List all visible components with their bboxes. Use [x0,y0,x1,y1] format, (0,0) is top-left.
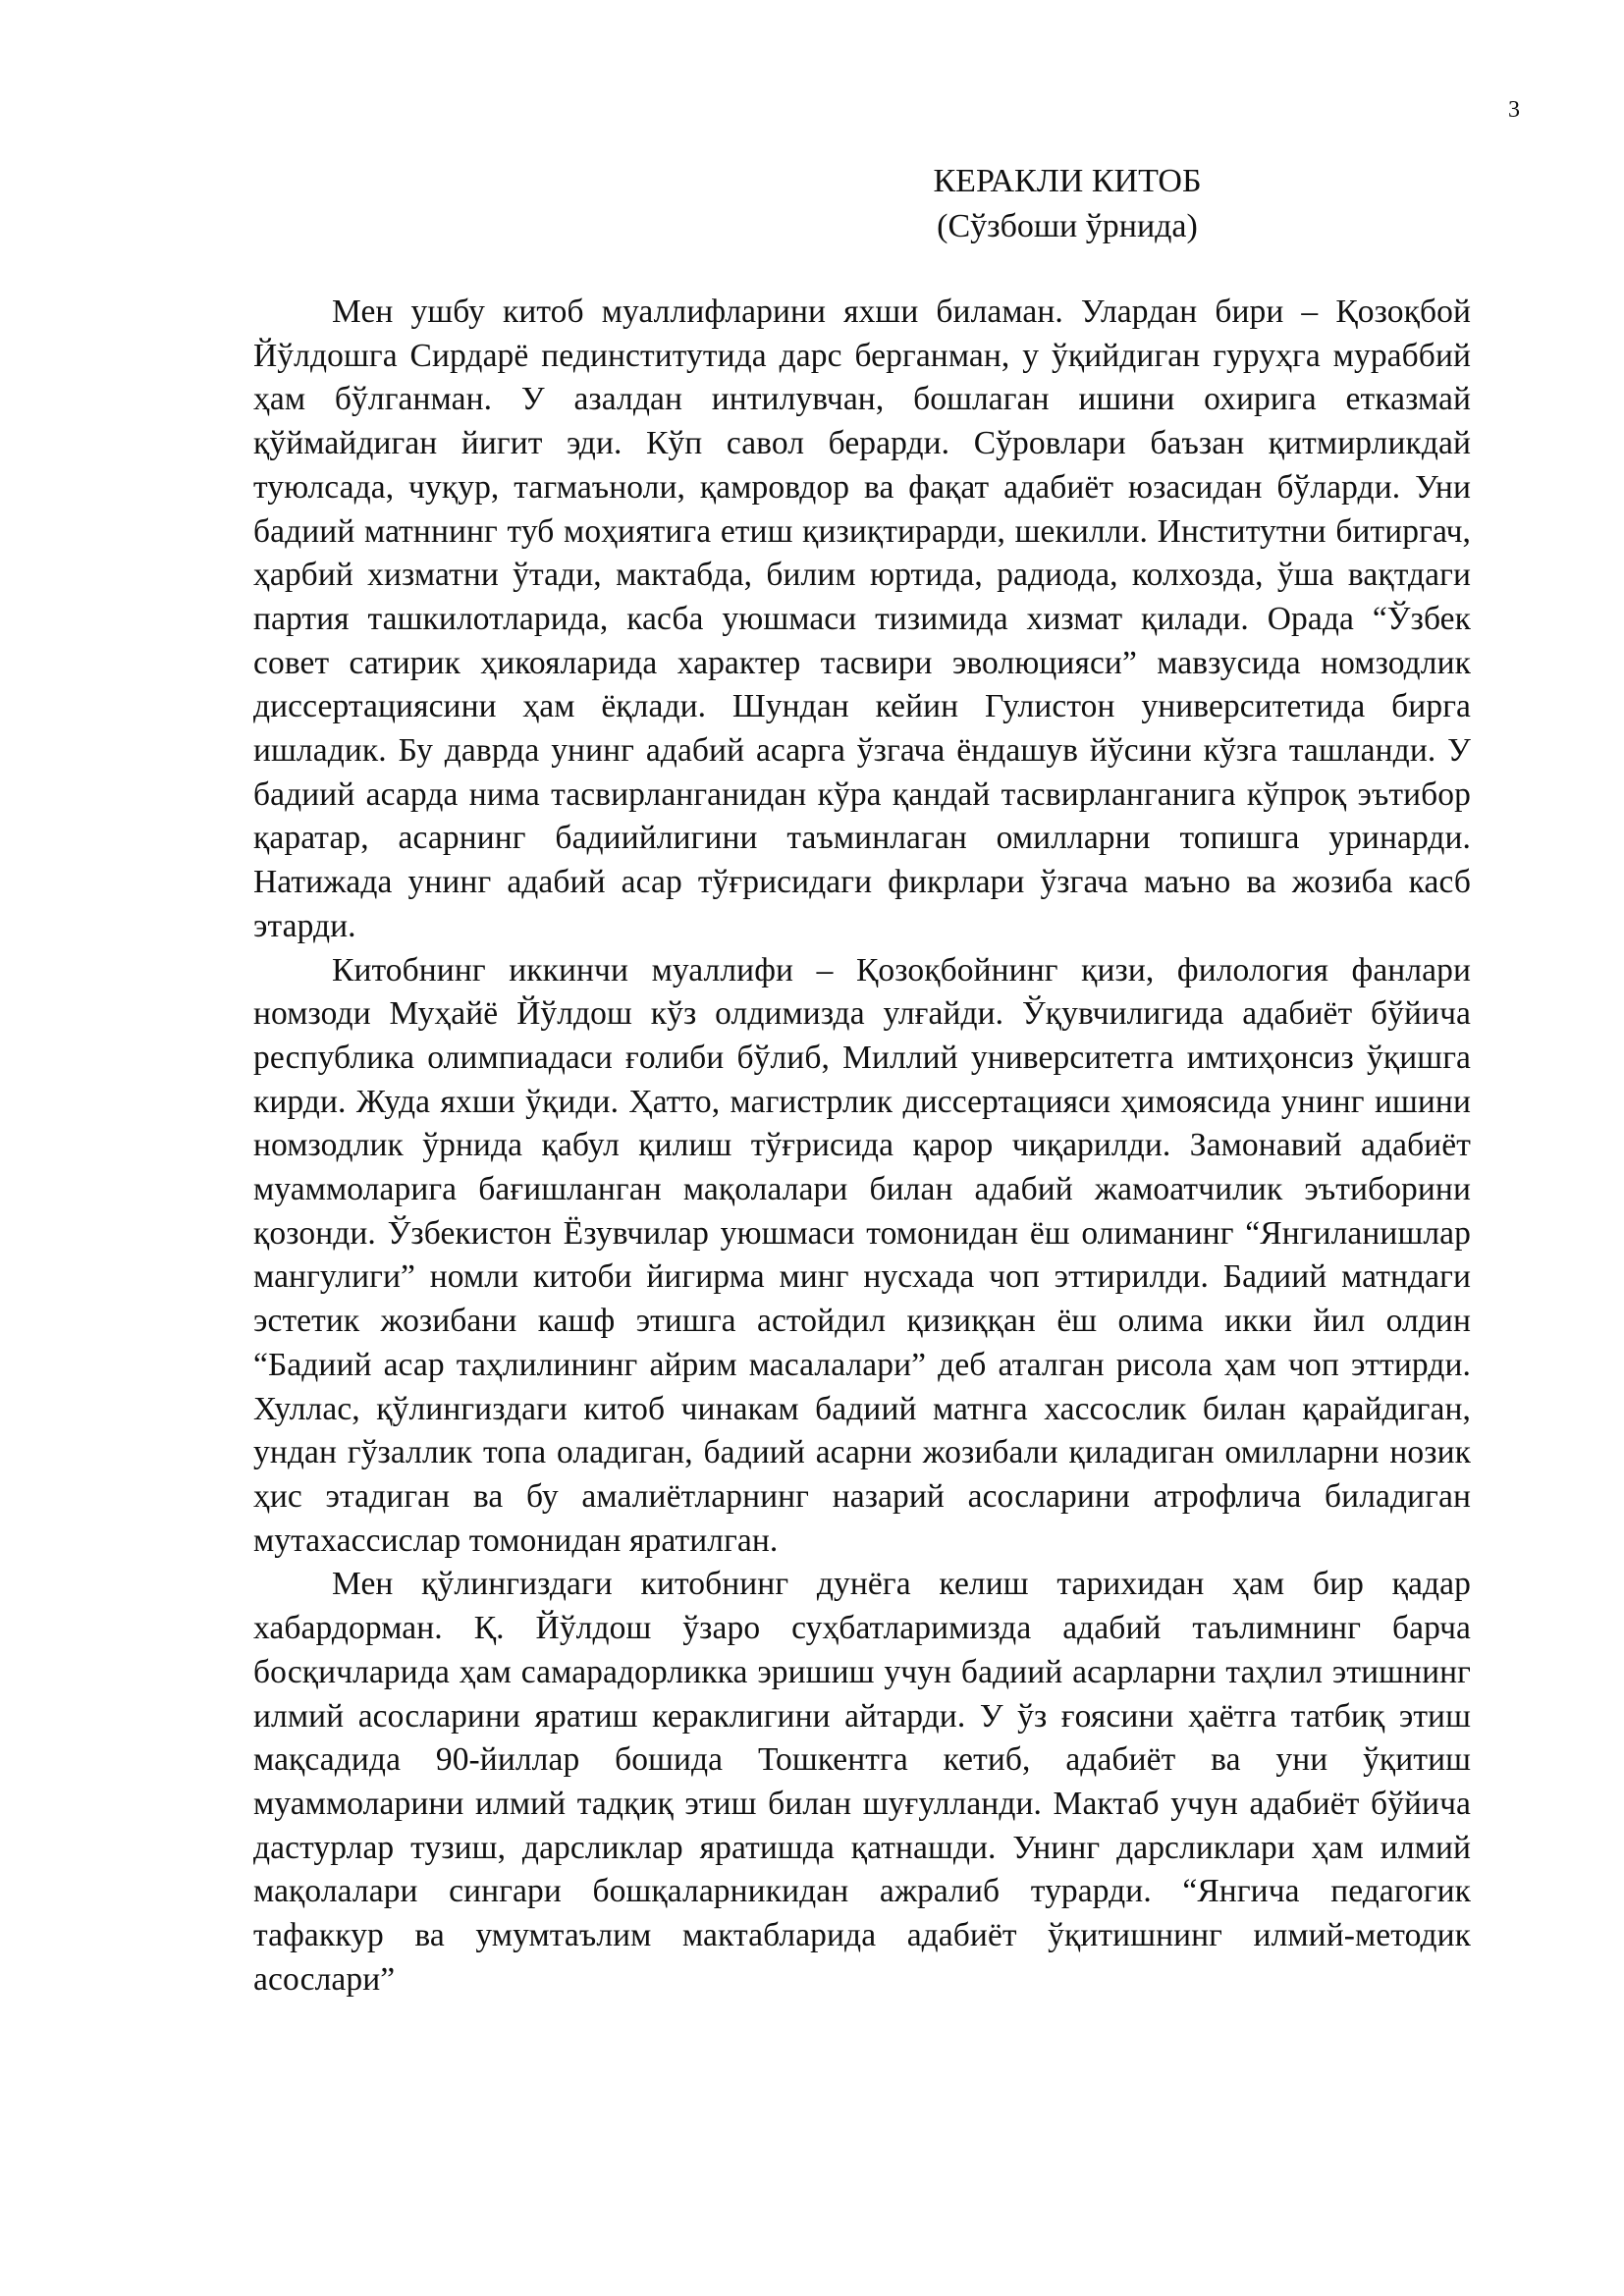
paragraph-2: Китобнинг иккинчи муаллифи – Қозоқбойнинг қизи, филология фанлари номзоди Муҳайё Йўлдош кўз олдимизда улғайди. Ўқувчилигида адабиёт бўйича республика олимпиадаси ғолиби бўлиб, Миллий университетга имтиҳонсиз ўқишга кирди. Жуда яхши ўқиди. Ҳатто, магистрлик диссертацияси ҳимоясида унинг ишини номзодлик ўрнида қабул қилиш тўғрисида қарор чиқарилди. Замонавий адабиёт муаммоларига бағишланган мақолалари билан адабий жамоатчилик эътиборини қозонди. Ўзбекистон Ёзувчилар уюшмаси томонидан ёш олиманинг “Янгиланишлар мангулиги” номли китоби йигирма минг нусхада чоп эттирилди. Бадиий матндаги эстетик жозибани кашф этишга астойдил қизиққан ёш олима икки йил олдин “Бадиий асар таҳлилининг айрим масалалари” деб аталган рисола ҳам чоп эттирди. Хуллас, қўлингиздаги китоб чинакам бадиий матнга хассослик билан қарайдиган, ундан гўзаллик топа оладиган, бадиий асарни жозибали қиладиган омилларни нозик ҳис этадиган ва бу амалиётларнинг назарий асосларини атрофлича биладиган мутахассислар томонидан яратилган. [253,951,1471,1559]
body-text [253,291,1471,2002]
page-subtitle: (Сўзбоши ўрнида) [937,208,1198,244]
paragraph-3: Мен қўлингиздаги китобнинг дунёга келиш тарихидан ҳам бир қадар хабардорман. Қ. Йўлдош ўзаро суҳбатларимизда адабий таълимнинг барча босқичларида ҳам самарадорликка эришиш учун бадиий асарларни таҳлил этишнинг илмий асосларини яратиш кераклигини айтарди. У ўз ғоясини ҳаётга татбиқ этиш мақсадида 90-йиллар бошида Тошкентга кетиб, адабиёт ва уни ўқитиш муаммоларини илмий тадқиқ этиш билан шуғулланди. Мактаб учун адабиёт бўйича дастурлар тузиш, дарсликлар яратишда қатнашди. Унинг дарсликлари ҳам илмий мақолалари сингари бошқаларникидан ажралиб турарди. “Янгича педагогик тафаккур ва умумтаълим мактабларида адабиёт ўқитишнинг илмий-методик асослари” [253,1566,1471,1998]
paragraph-1: Мен ушбу китоб муаллифларини яхши биламан. Улардан бири – Қозоқбой Йўлдошга Сирдарё пединститутида дарс берганман, у ўқийдиган гуруҳга мураббий ҳам бўлганман. У азалдан интилувчан, бошлаган ишини охирига етказмай қўймайдиган йигит эди. Кўп савол берарди. Сўровлари баъзан қитмирликдай туюлсада, чуқур, тагмаъноли, қамровдор ва фақат адабиёт юзасидан бўларди. Уни бадиий матннинг туб моҳиятига етиш қизиқтирарди, шекилли. Институтни битиргач, ҳарбий хизматни ўтади, мактабда, билим юртида, радиода, колхозда, ўша вақтдаги партия ташкилотларида, касба уюшмаси тизимида хизмат қилади. Орада “Ўзбек совет сатирик ҳикояларида характер тасвири эволюцияси” мавзусида номзодлик диссертациясини ҳам ёқлади. Шундан кейин Гулистон университетида бирга ишладик. Бу даврда унинг адабий асарга ўзгача ёндашув йўсини кўзга ташланди. У бадиий асарда нима тасвирланганидан кўра қандай тасвирланганига кўпроқ эътибор қаратар, асарнинг бадиийлигини таъминлаган омилларни топишга уринарди. Натижада унинг адабий асар тўғрисидаги фикрлари ўзгача маъно ва жозиба касб этарди. [253,294,1471,944]
heading [0,159,1624,249]
page-title: КЕРАКЛИ КИТОБ [933,163,1202,199]
page-number: 3 [1508,97,1520,123]
